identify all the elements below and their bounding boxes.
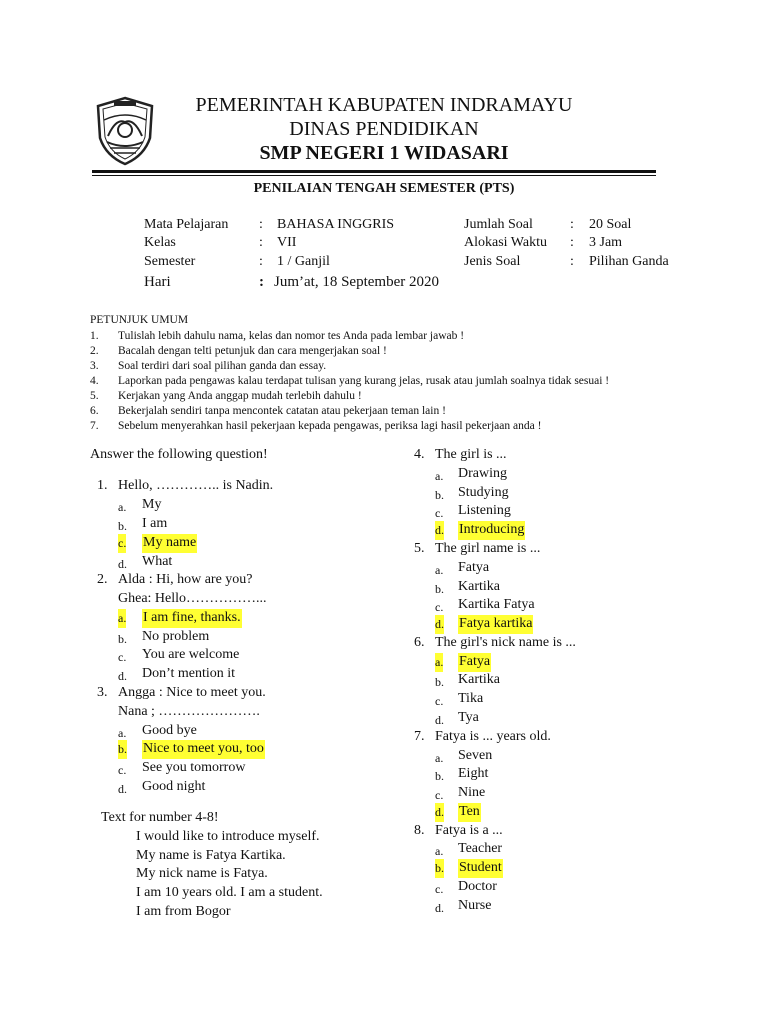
instruction-number: 4. — [90, 375, 99, 387]
info-sep: : — [259, 235, 263, 250]
option-text-highlighted: I am fine, thanks. — [142, 609, 242, 628]
question-number: 2. — [97, 572, 108, 587]
option-text-highlighted: Nice to meet you, too — [142, 740, 265, 759]
instruction-text: Tulislah lebih dahulu nama, kelas dan nomor tes Anda pada lembar jawab ! — [118, 330, 465, 342]
option-letter-highlighted: d. — [435, 803, 444, 822]
instruction-number: 7. — [90, 420, 99, 432]
option-letter-highlighted: a. — [435, 653, 443, 672]
info-value-subject: BAHASA INGGRIS — [277, 217, 395, 232]
option-letter-highlighted: b. — [118, 740, 127, 759]
option-text: Kartika — [458, 579, 500, 594]
option-letter: d. — [435, 901, 444, 915]
info-label-subject: Mata Pelajaran — [144, 217, 229, 232]
option-letter: c. — [118, 650, 127, 664]
option-text: Teacher — [458, 841, 503, 856]
question-number: 8. — [414, 823, 425, 838]
option-text: Good bye — [142, 723, 197, 738]
info-sep: : — [259, 254, 263, 269]
info-value-question-count: 20 Soal — [589, 217, 632, 232]
question-number: 5. — [414, 541, 425, 556]
info-label-day: Hari — [144, 274, 171, 290]
option-letter-highlighted: d. — [435, 615, 444, 634]
option-text: What — [142, 554, 173, 569]
option-letter: d. — [118, 669, 127, 683]
info-sep: : — [570, 217, 574, 232]
header-divider-thin — [92, 175, 656, 176]
option-letter: a. — [435, 751, 444, 765]
option-letter: a. — [435, 844, 444, 858]
option-text: Don’t mention it — [142, 666, 236, 681]
info-value-semester: 1 / Ganjil — [277, 254, 330, 269]
option-text: Studying — [458, 485, 509, 500]
question-number: 7. — [414, 729, 425, 744]
option-text: Eight — [458, 766, 489, 781]
option-text-highlighted: Ten — [458, 803, 481, 822]
info-sep: : — [259, 217, 263, 232]
section-prompt: Answer the following question! — [90, 447, 268, 462]
info-sep: : — [259, 274, 264, 290]
option-text: Seven — [458, 748, 493, 763]
reading-text-line: I am from Bogor — [136, 904, 231, 919]
option-text-highlighted: Student — [458, 859, 503, 878]
header-divider-thick — [92, 170, 656, 173]
option-letter: b. — [118, 519, 127, 533]
info-label-time: Alokasi Waktu — [464, 235, 547, 250]
info-sep: : — [570, 235, 574, 250]
option-text-highlighted: My name — [142, 534, 197, 553]
question-text: Fatya is a ... — [435, 823, 503, 838]
instruction-text: Sebelum menyerahkan hasil pekerjaan kepada pengawas, periksa lagi hasil pekerjaan anda ! — [118, 420, 542, 432]
question-text: Nana ; …………………. — [118, 704, 260, 719]
option-letter: c. — [118, 763, 127, 777]
instruction-number: 3. — [90, 360, 99, 372]
option-text: Listening — [458, 503, 511, 518]
option-text: See you tomorrow — [142, 760, 246, 775]
option-text: Kartika — [458, 672, 500, 687]
option-letter: d. — [118, 782, 127, 796]
option-letter: b. — [435, 582, 444, 596]
instruction-text: Bacalah dengan telti petunjuk dan cara mengerjakan soal ! — [118, 345, 387, 357]
option-text-highlighted: Fatya kartika — [458, 615, 533, 634]
question-number: 4. — [414, 447, 425, 462]
question-text: The girl is ... — [435, 447, 507, 462]
option-text: Good night — [142, 779, 206, 794]
info-value-day: Jum’at, 18 September 2020 — [274, 274, 439, 290]
reading-text-line: I would like to introduce myself. — [136, 829, 320, 844]
info-value-question-type: Pilihan Ganda — [589, 254, 669, 269]
instruction-text: Laporkan pada pengawas kalau terdapat tulisan yang kurang jelas, rusak atau jumlah soalnya tidak sesuai ! — [118, 375, 610, 387]
option-letter-highlighted: b. — [435, 859, 444, 878]
option-letter: d. — [435, 713, 444, 727]
option-text: Fatya — [458, 560, 490, 575]
info-value-class: VII — [277, 235, 297, 250]
instruction-number: 5. — [90, 390, 99, 402]
reading-text-line: I am 10 years old. I am a student. — [136, 885, 323, 900]
option-text-highlighted: Fatya — [458, 653, 491, 672]
option-text: You are welcome — [142, 647, 240, 662]
instruction-number: 1. — [90, 330, 99, 342]
instruction-text: Bekerjalah sendiri tanpa mencontek catatan atau pekerjaan teman lain ! — [118, 405, 446, 417]
question-text: The girl name is ... — [435, 541, 541, 556]
option-text: No problem — [142, 629, 210, 644]
info-sep: : — [570, 254, 574, 269]
question-number: 1. — [97, 478, 108, 493]
option-letter: b. — [435, 675, 444, 689]
exam-title: PENILAIAN TENGAH SEMESTER (PTS) — [253, 181, 515, 196]
instruction-text: Kerjakan yang Anda anggap mudah terlebih dahulu ! — [118, 390, 362, 402]
option-text: Nine — [458, 785, 486, 800]
option-text: I am — [142, 516, 168, 531]
question-text: The girl's nick name is ... — [435, 635, 576, 650]
option-text: Kartika Fatya — [458, 597, 535, 612]
option-text: Tika — [458, 691, 484, 706]
option-letter-highlighted: d. — [435, 521, 444, 540]
question-number: 3. — [97, 685, 108, 700]
option-text: Nurse — [458, 898, 492, 913]
instruction-text: Soal terdiri dari soal pilihan ganda dan essay. — [118, 360, 327, 372]
option-letter: c. — [435, 506, 444, 520]
option-letter: c. — [435, 882, 444, 896]
reading-text-line: My name is Fatya Kartika. — [136, 848, 286, 863]
reading-text-line: My nick name is Fatya. — [136, 866, 268, 881]
option-letter: c. — [435, 600, 444, 614]
info-label-class: Kelas — [144, 235, 176, 250]
info-label-question-type: Jenis Soal — [464, 254, 521, 269]
question-text: Fatya is ... years old. — [435, 729, 551, 744]
info-label-question-count: Jumlah Soal — [464, 217, 533, 232]
option-letter-highlighted: a. — [118, 609, 126, 628]
question-text: Angga : Nice to meet you. — [118, 685, 266, 700]
option-letter: a. — [435, 563, 444, 577]
option-letter: d. — [118, 557, 127, 571]
option-text: Tya — [458, 710, 479, 725]
option-text: My — [142, 497, 162, 512]
instruction-number: 6. — [90, 405, 99, 417]
question-number: 6. — [414, 635, 425, 650]
reading-text-heading: Text for number 4-8! — [101, 810, 219, 825]
option-letter: b. — [118, 632, 127, 646]
instruction-number: 2. — [90, 345, 99, 357]
question-text: Alda : Hi, how are you? — [118, 572, 253, 587]
header-department-name: DINAS PENDIDIKAN — [289, 118, 479, 140]
option-letter: a. — [435, 469, 444, 483]
question-text: Ghea: Hello……………... — [118, 591, 267, 606]
option-letter: c. — [435, 694, 444, 708]
instructions-heading: PETUNJUK UMUM — [90, 314, 189, 326]
option-text: Drawing — [458, 466, 507, 481]
option-letter: b. — [435, 769, 444, 783]
option-text: Doctor — [458, 879, 497, 894]
header-government-name: PEMERINTAH KABUPATEN INDRAMAYU — [195, 94, 573, 116]
option-letter-highlighted: c. — [118, 534, 126, 553]
question-text: Hello, ………….. is Nadin. — [118, 478, 274, 493]
option-letter: a. — [118, 500, 127, 514]
header-school-name: SMP NEGERI 1 WIDASARI — [259, 142, 509, 164]
option-letter: a. — [118, 726, 127, 740]
option-text-highlighted: Introducing — [458, 521, 525, 540]
info-label-semester: Semester — [144, 254, 196, 269]
info-value-time: 3 Jam — [589, 235, 623, 250]
option-letter: c. — [435, 788, 444, 802]
option-letter: b. — [435, 488, 444, 502]
